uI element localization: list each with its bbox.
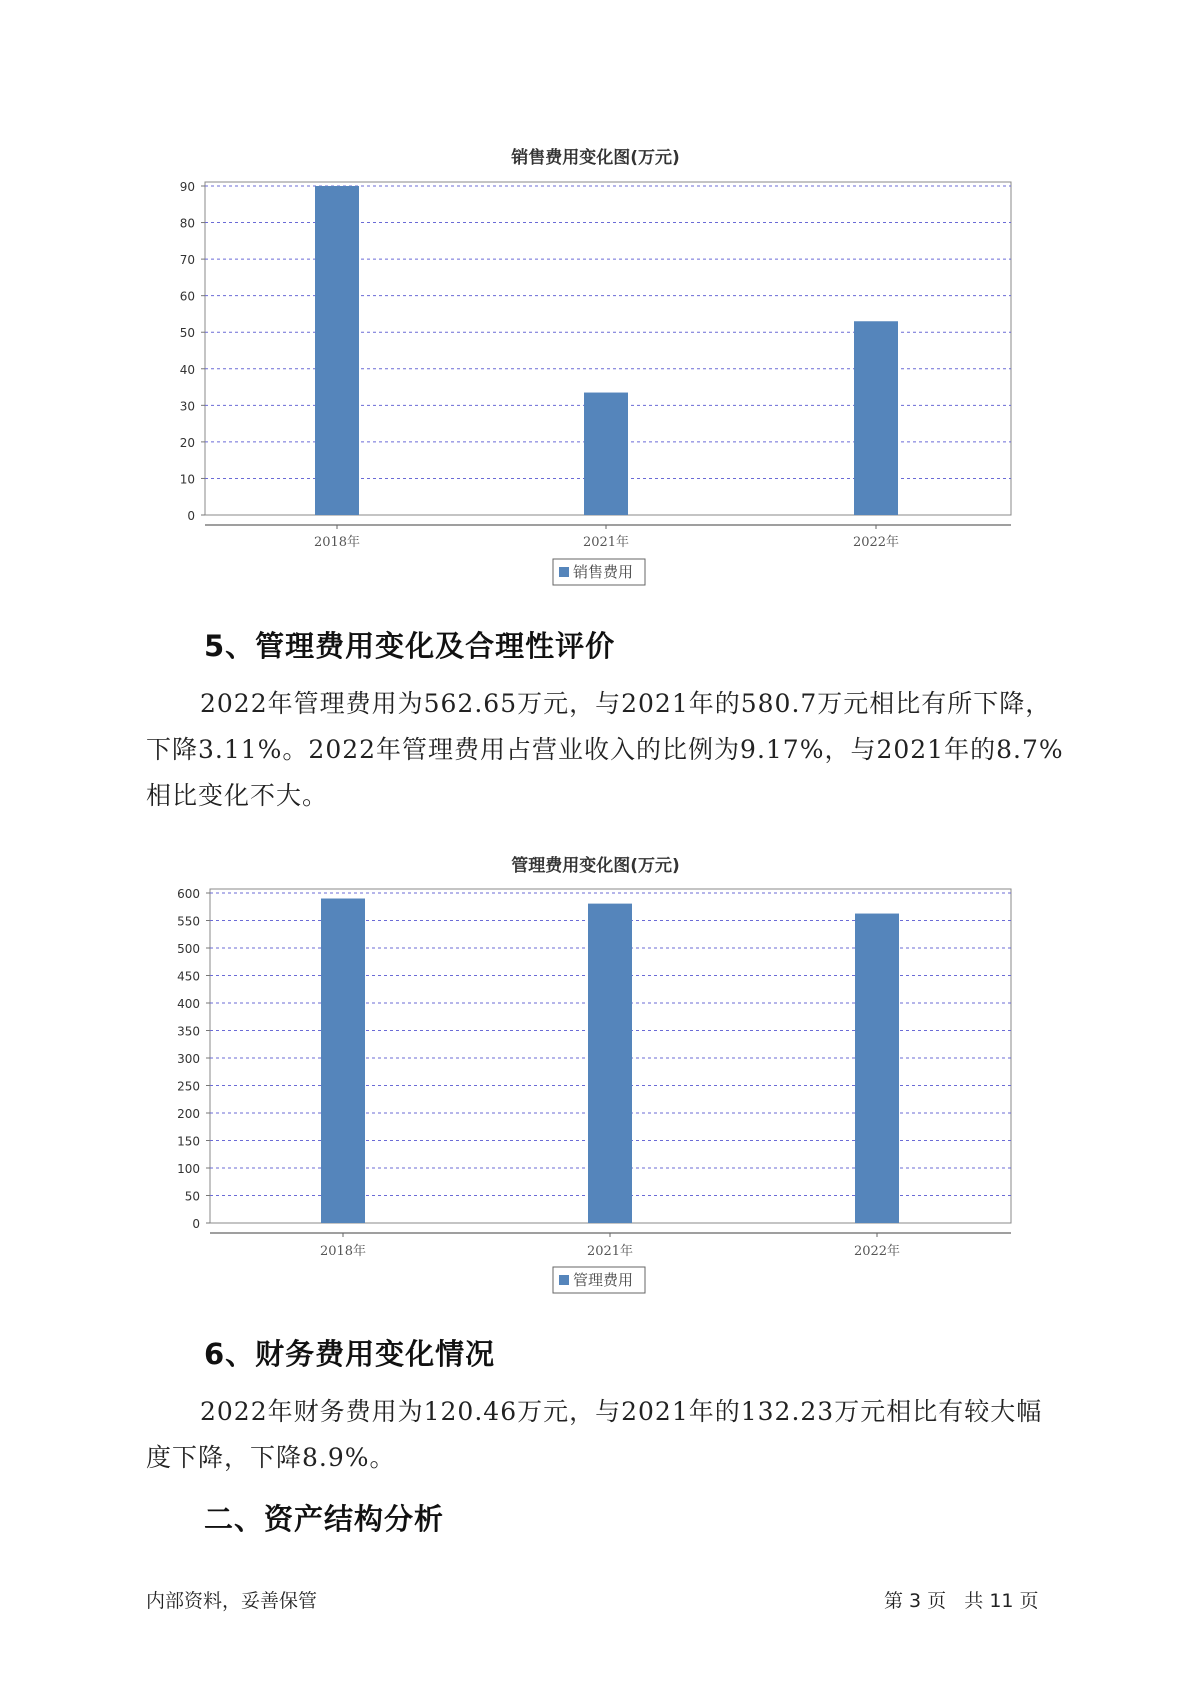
legend-swatch	[559, 1275, 569, 1285]
y-tick-label: 500	[177, 942, 200, 956]
y-tick-label: 10	[179, 472, 195, 487]
y-tick-label: 600	[177, 887, 200, 901]
y-tick-label: 550	[177, 914, 200, 929]
y-tick-label: 20	[179, 435, 195, 450]
y-tick-label: 250	[177, 1079, 200, 1094]
x-tick-label: 2018年	[313, 535, 361, 550]
y-tick-label: 40	[179, 362, 195, 377]
y-tick-label: 450	[177, 969, 200, 984]
x-tick-label: 2022年	[853, 1244, 901, 1259]
section-5-heading: 5、管理费用变化及合理性评价	[204, 629, 616, 663]
section-6-paragraph	[146, 1389, 1046, 1481]
section-6-line-1: 2022年财务费用为120.46万元，与2021年的132.23万元相比有较大幅	[200, 1397, 1043, 1426]
x-tick-label: 2018年	[319, 1244, 367, 1259]
bar-2022年	[854, 321, 898, 515]
y-tick-label: 30	[179, 399, 195, 414]
section-5-line-1: 2022年管理费用为562.65万元，与2021年的580.7万元相比有所下降，	[200, 689, 1052, 718]
y-tick-label: 50	[179, 326, 195, 341]
x-tick-label: 2021年	[582, 535, 630, 550]
section-6-line-2: 度下降，下降8.9%。	[146, 1443, 396, 1472]
bar-2018年	[315, 186, 359, 515]
y-tick-label: 90	[179, 180, 195, 194]
y-tick-label: 50	[184, 1189, 200, 1204]
legend-swatch	[559, 567, 569, 577]
section-5-line-2: 下降3.11%。2022年管理费用占营业收入的比例为9.17%，与2021年的8.7%	[146, 735, 1064, 764]
y-tick-label: 350	[177, 1024, 200, 1039]
footer-page-number: 第 3 页 共 11 页	[884, 1590, 1039, 1612]
y-tick-label: 100	[177, 1162, 200, 1176]
y-tick-label: 0	[192, 1217, 200, 1231]
footer-confidential-note: 内部资料，妥善保管	[146, 1590, 318, 1612]
y-tick-label: 150	[177, 1134, 200, 1149]
admin-expense-chart	[0, 880, 1191, 1300]
section-6-heading: 6、财务费用变化情况	[204, 1337, 496, 1371]
bar-2021年	[588, 904, 632, 1223]
y-tick-label: 200	[177, 1107, 200, 1121]
section-two-heading: 二、资产结构分析	[204, 1502, 445, 1536]
sales-expense-chart	[0, 180, 1191, 590]
legend-label: 销售费用	[573, 563, 634, 581]
x-tick-label: 2022年	[852, 535, 900, 550]
section-5-line-3: 相比变化不大。	[146, 781, 329, 810]
x-tick-label: 2021年	[586, 1244, 634, 1259]
admin-expense-chart-title: 管理费用变化图(万元)	[511, 856, 680, 876]
bar-2021年	[584, 393, 628, 515]
y-tick-label: 400	[177, 997, 200, 1011]
y-tick-label: 80	[179, 216, 195, 231]
y-tick-label: 60	[179, 289, 195, 304]
sales-expense-chart-title: 销售费用变化图(万元)	[511, 148, 680, 168]
legend-label: 管理费用	[573, 1271, 634, 1289]
bar-2022年	[855, 914, 899, 1223]
y-tick-label: 70	[179, 253, 195, 268]
y-tick-label: 0	[187, 509, 195, 523]
y-tick-label: 300	[177, 1052, 200, 1066]
section-5-paragraph	[146, 681, 1064, 819]
bar-2018年	[321, 899, 365, 1224]
